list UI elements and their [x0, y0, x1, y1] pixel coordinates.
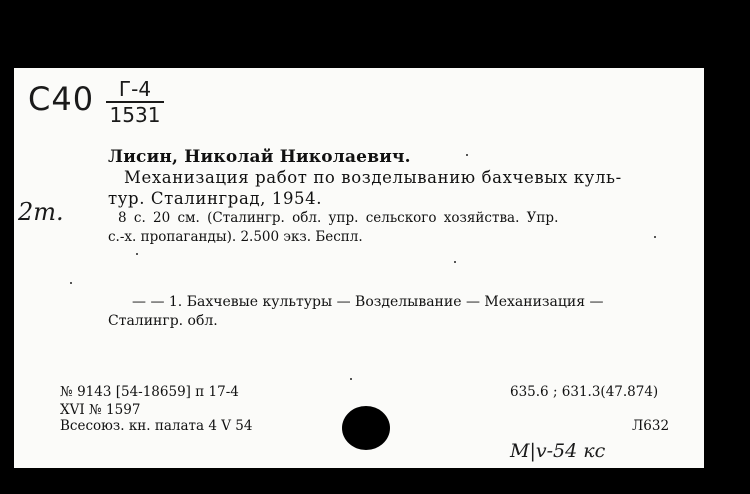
imprint-line-2: XVI № 1597 [60, 402, 141, 418]
imprint-line-3: Всесоюз. кн. палата 4 V 54 [60, 418, 253, 434]
shelfmark-bottom: 1531 [109, 103, 161, 127]
margin-note: 2m. [18, 198, 64, 226]
collation-line-2: с.-х. пропаганды). 2.500 экз. Беспл. [108, 229, 363, 245]
subject-line-1: — — 1. Бахчевые культуры — Возделывание — Механизация — [132, 294, 604, 310]
classification-index: 635.6 ; 631.3(47.874) [510, 384, 659, 400]
shelfmark-main: C40 [28, 80, 95, 118]
shelfmark-fraction [106, 78, 164, 126]
speck [654, 236, 656, 238]
title-line-2: тур. Сталинград, 1954. [108, 189, 323, 208]
ink-blot [342, 406, 390, 450]
speck [454, 261, 456, 263]
speck [70, 282, 72, 284]
speck [466, 154, 468, 156]
price-code: Л632 [632, 418, 670, 434]
title-line-1: Механизация работ по возделыванию бахчевых куль- [124, 168, 622, 187]
imprint-line-1: № 9143 [54-18659] п 17-4 [60, 384, 239, 400]
speck [350, 378, 352, 380]
subject-line-2: Сталингр. обл. [108, 313, 218, 329]
speck [136, 253, 138, 255]
shelfmark-top: Г-4 [118, 77, 152, 101]
collation-line-1: 8 с. 20 см. (Сталингр. обл. упр. сельского хозяйства. Упр. [118, 210, 559, 226]
author-heading: Лисин, Николай Николаевич. [108, 147, 411, 167]
catalog-card [14, 68, 704, 468]
handwritten-bottom-note: М|v-54 кс [510, 440, 606, 462]
